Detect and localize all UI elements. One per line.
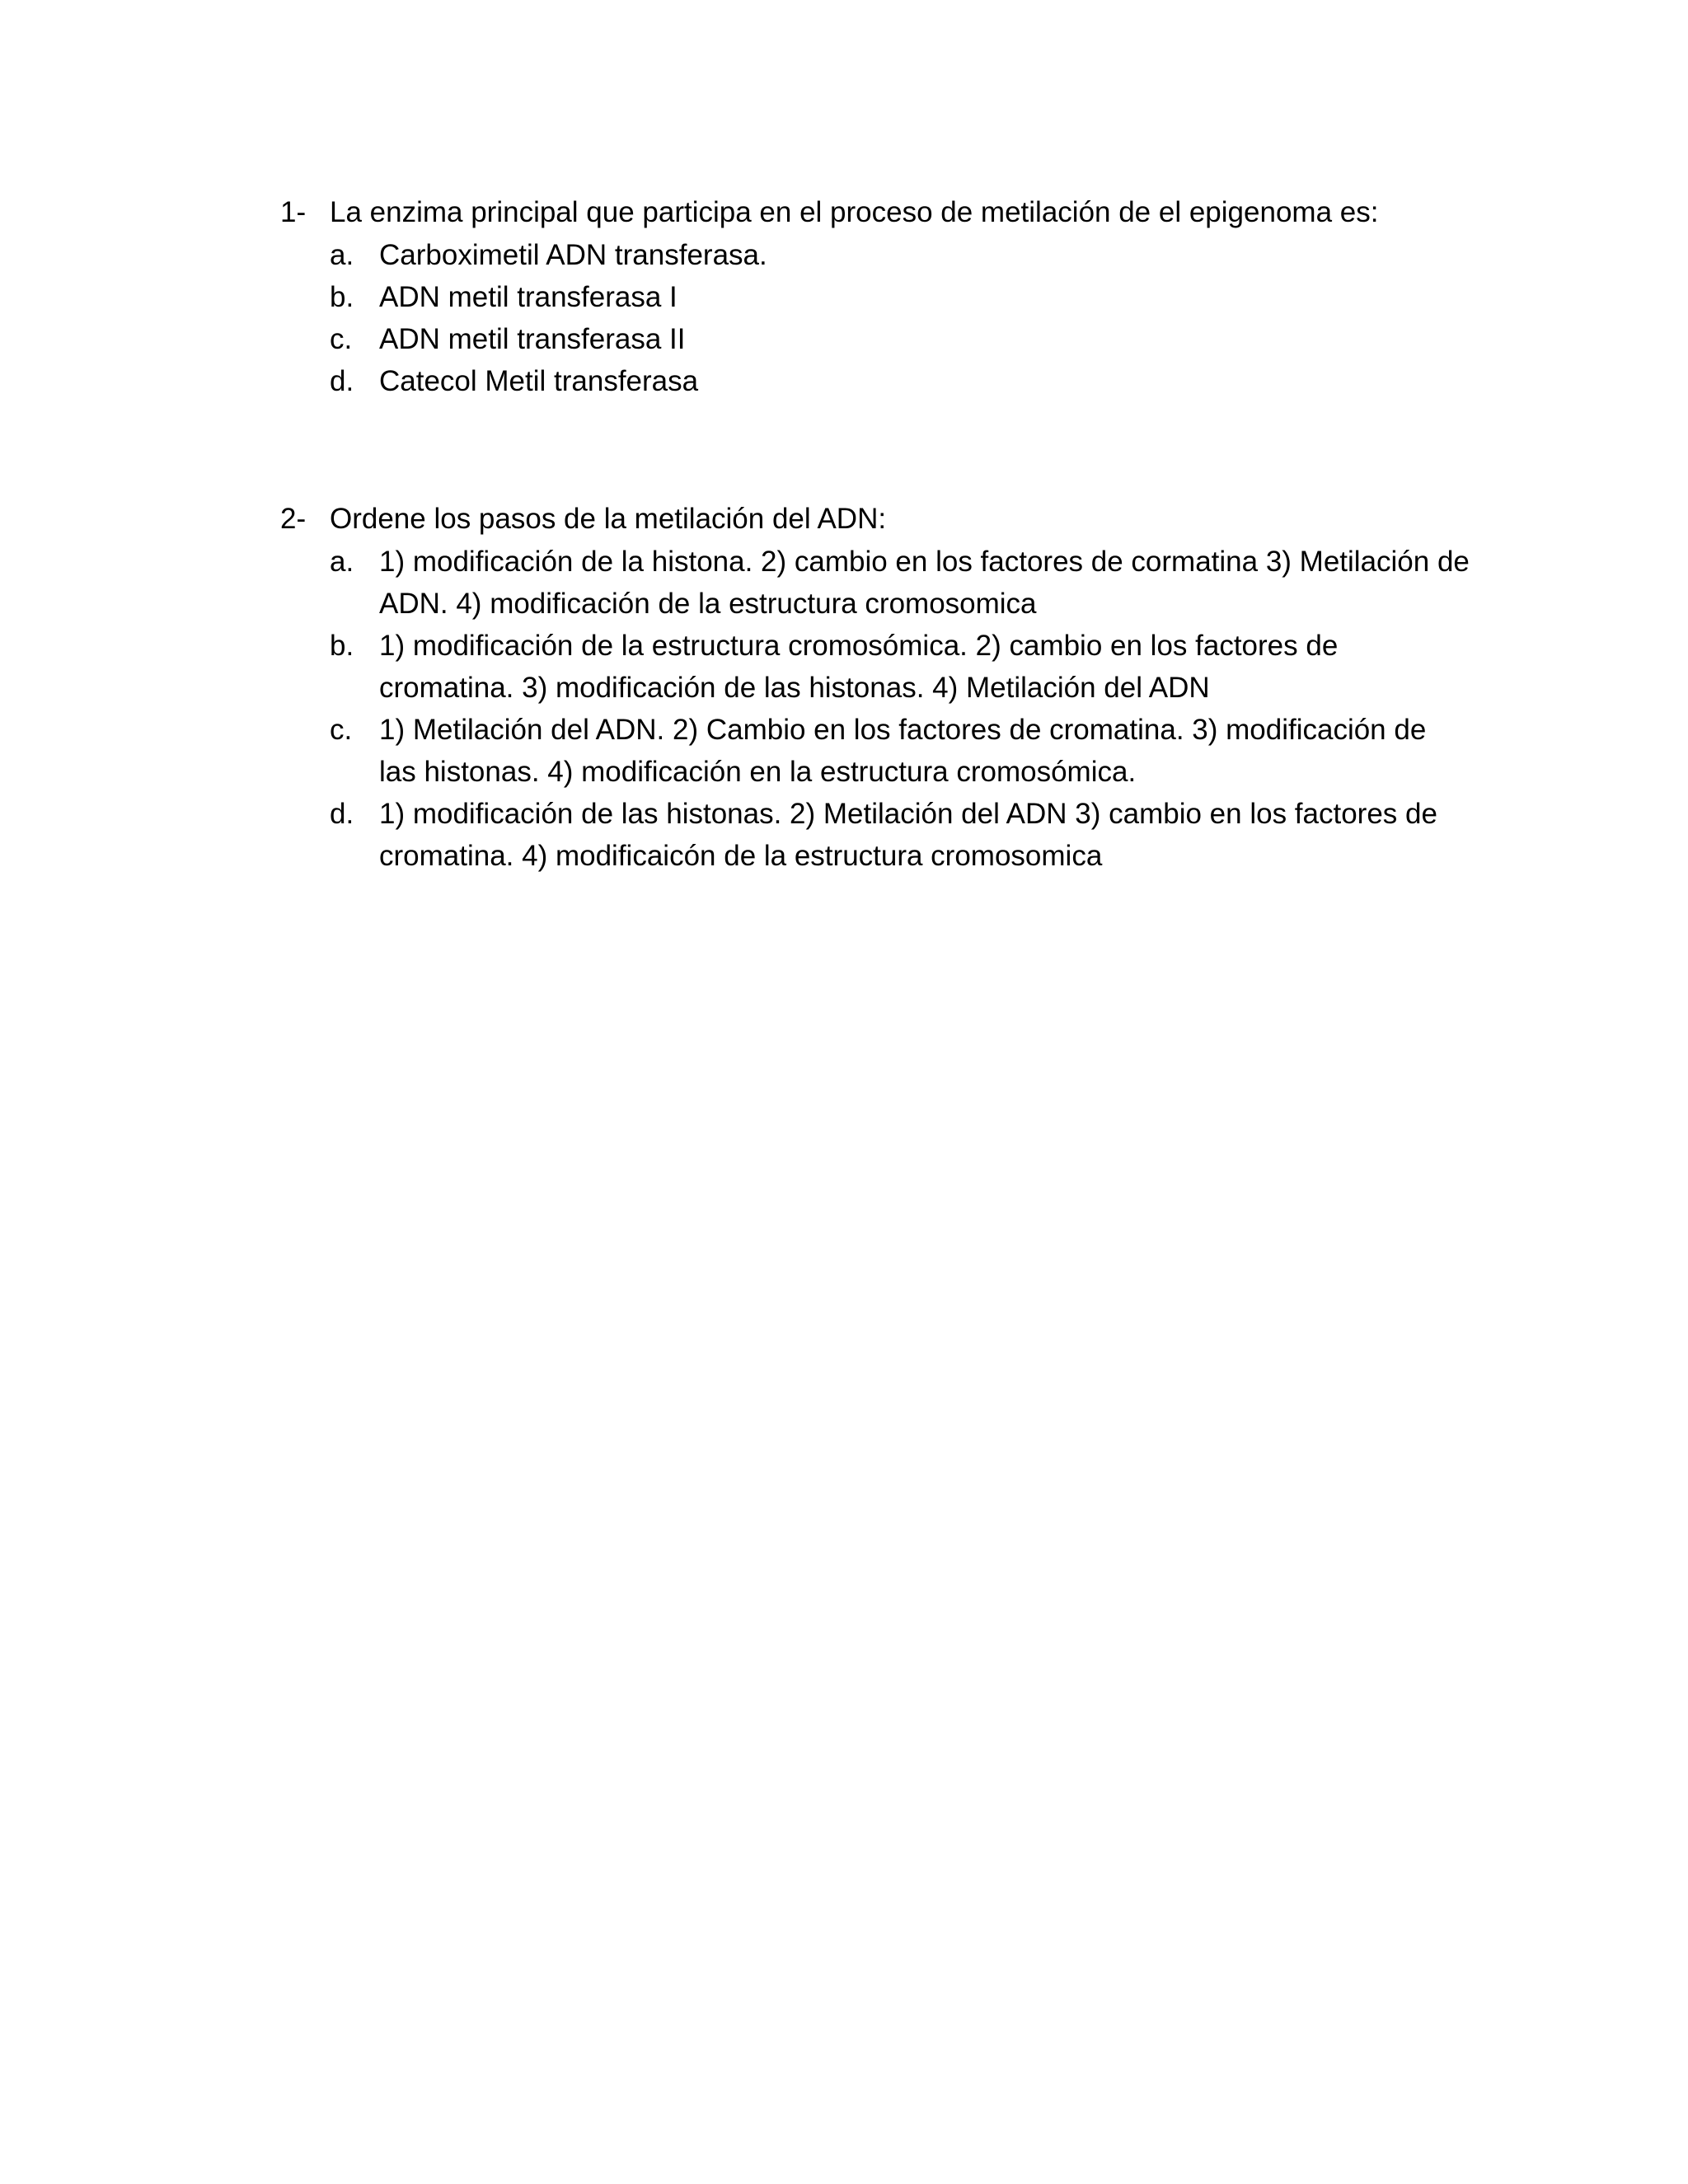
option-line: ADN. 4) modificación de la estructura cromosomica <box>379 588 1037 620</box>
option-letter: d. <box>330 365 354 397</box>
option-letter: d. <box>330 798 354 830</box>
option-line: las histonas. 4) modificación en la estructura cromosómica. <box>379 756 1137 788</box>
option-text <box>379 276 1451 318</box>
option-letter: a. <box>330 546 354 578</box>
question-number: 2- <box>280 503 307 535</box>
option-b <box>280 625 1451 709</box>
option-line: Carboximetil ADN transferasa. <box>379 239 767 271</box>
option-letter: b. <box>330 630 354 662</box>
question-1 <box>280 191 1451 402</box>
option-b <box>280 276 1451 318</box>
option-text <box>379 793 1451 877</box>
option-text <box>379 318 1451 360</box>
option-line: 1) modificación de la estructura cromosómica. 2) cambio en los factores de <box>379 630 1339 662</box>
option-line: Catecol Metil transferasa <box>379 365 699 397</box>
question-text: Ordene los pasos de la metilación del ADN: <box>330 503 887 535</box>
option-letter: a. <box>330 239 354 271</box>
option-line: cromatina. 3) modificación de las histonas. 4) Metilación del ADN <box>379 672 1210 704</box>
option-text <box>379 709 1451 793</box>
option-line: 1) modificación de la histona. 2) cambio en los factores de cormatina 3) Metilación de <box>379 546 1470 578</box>
question-text: La enzima principal que participa en el proceso de metilación de el epigenoma es: <box>330 196 1379 228</box>
option-letter: c. <box>330 323 353 355</box>
option-text <box>379 541 1470 625</box>
option-c <box>280 318 1451 360</box>
option-line: ADN metil transferasa I <box>379 281 678 313</box>
option-a <box>280 234 1451 276</box>
option-line: 1) modificación de las histonas. 2) Metilación del ADN 3) cambio en los factores de <box>379 798 1437 830</box>
option-c <box>280 709 1451 793</box>
option-letter: b. <box>330 281 354 313</box>
question-header <box>280 498 1451 541</box>
option-d <box>280 793 1451 877</box>
option-text <box>379 234 1451 276</box>
option-line: 1) Metilación del ADN. 2) Cambio en los factores de cromatina. 3) modificación de <box>379 714 1427 746</box>
option-line: cromatina. 4) modificaicón de la estructura cromosomica <box>379 840 1103 872</box>
option-text <box>379 625 1451 709</box>
question-number: 1- <box>280 196 307 228</box>
option-line: ADN metil transferasa II <box>379 323 686 355</box>
option-letter: c. <box>330 714 353 746</box>
option-text <box>379 360 1451 402</box>
question-2 <box>280 498 1470 877</box>
option-d <box>280 360 1451 402</box>
question-header <box>280 191 1451 234</box>
option-a <box>280 541 1470 625</box>
